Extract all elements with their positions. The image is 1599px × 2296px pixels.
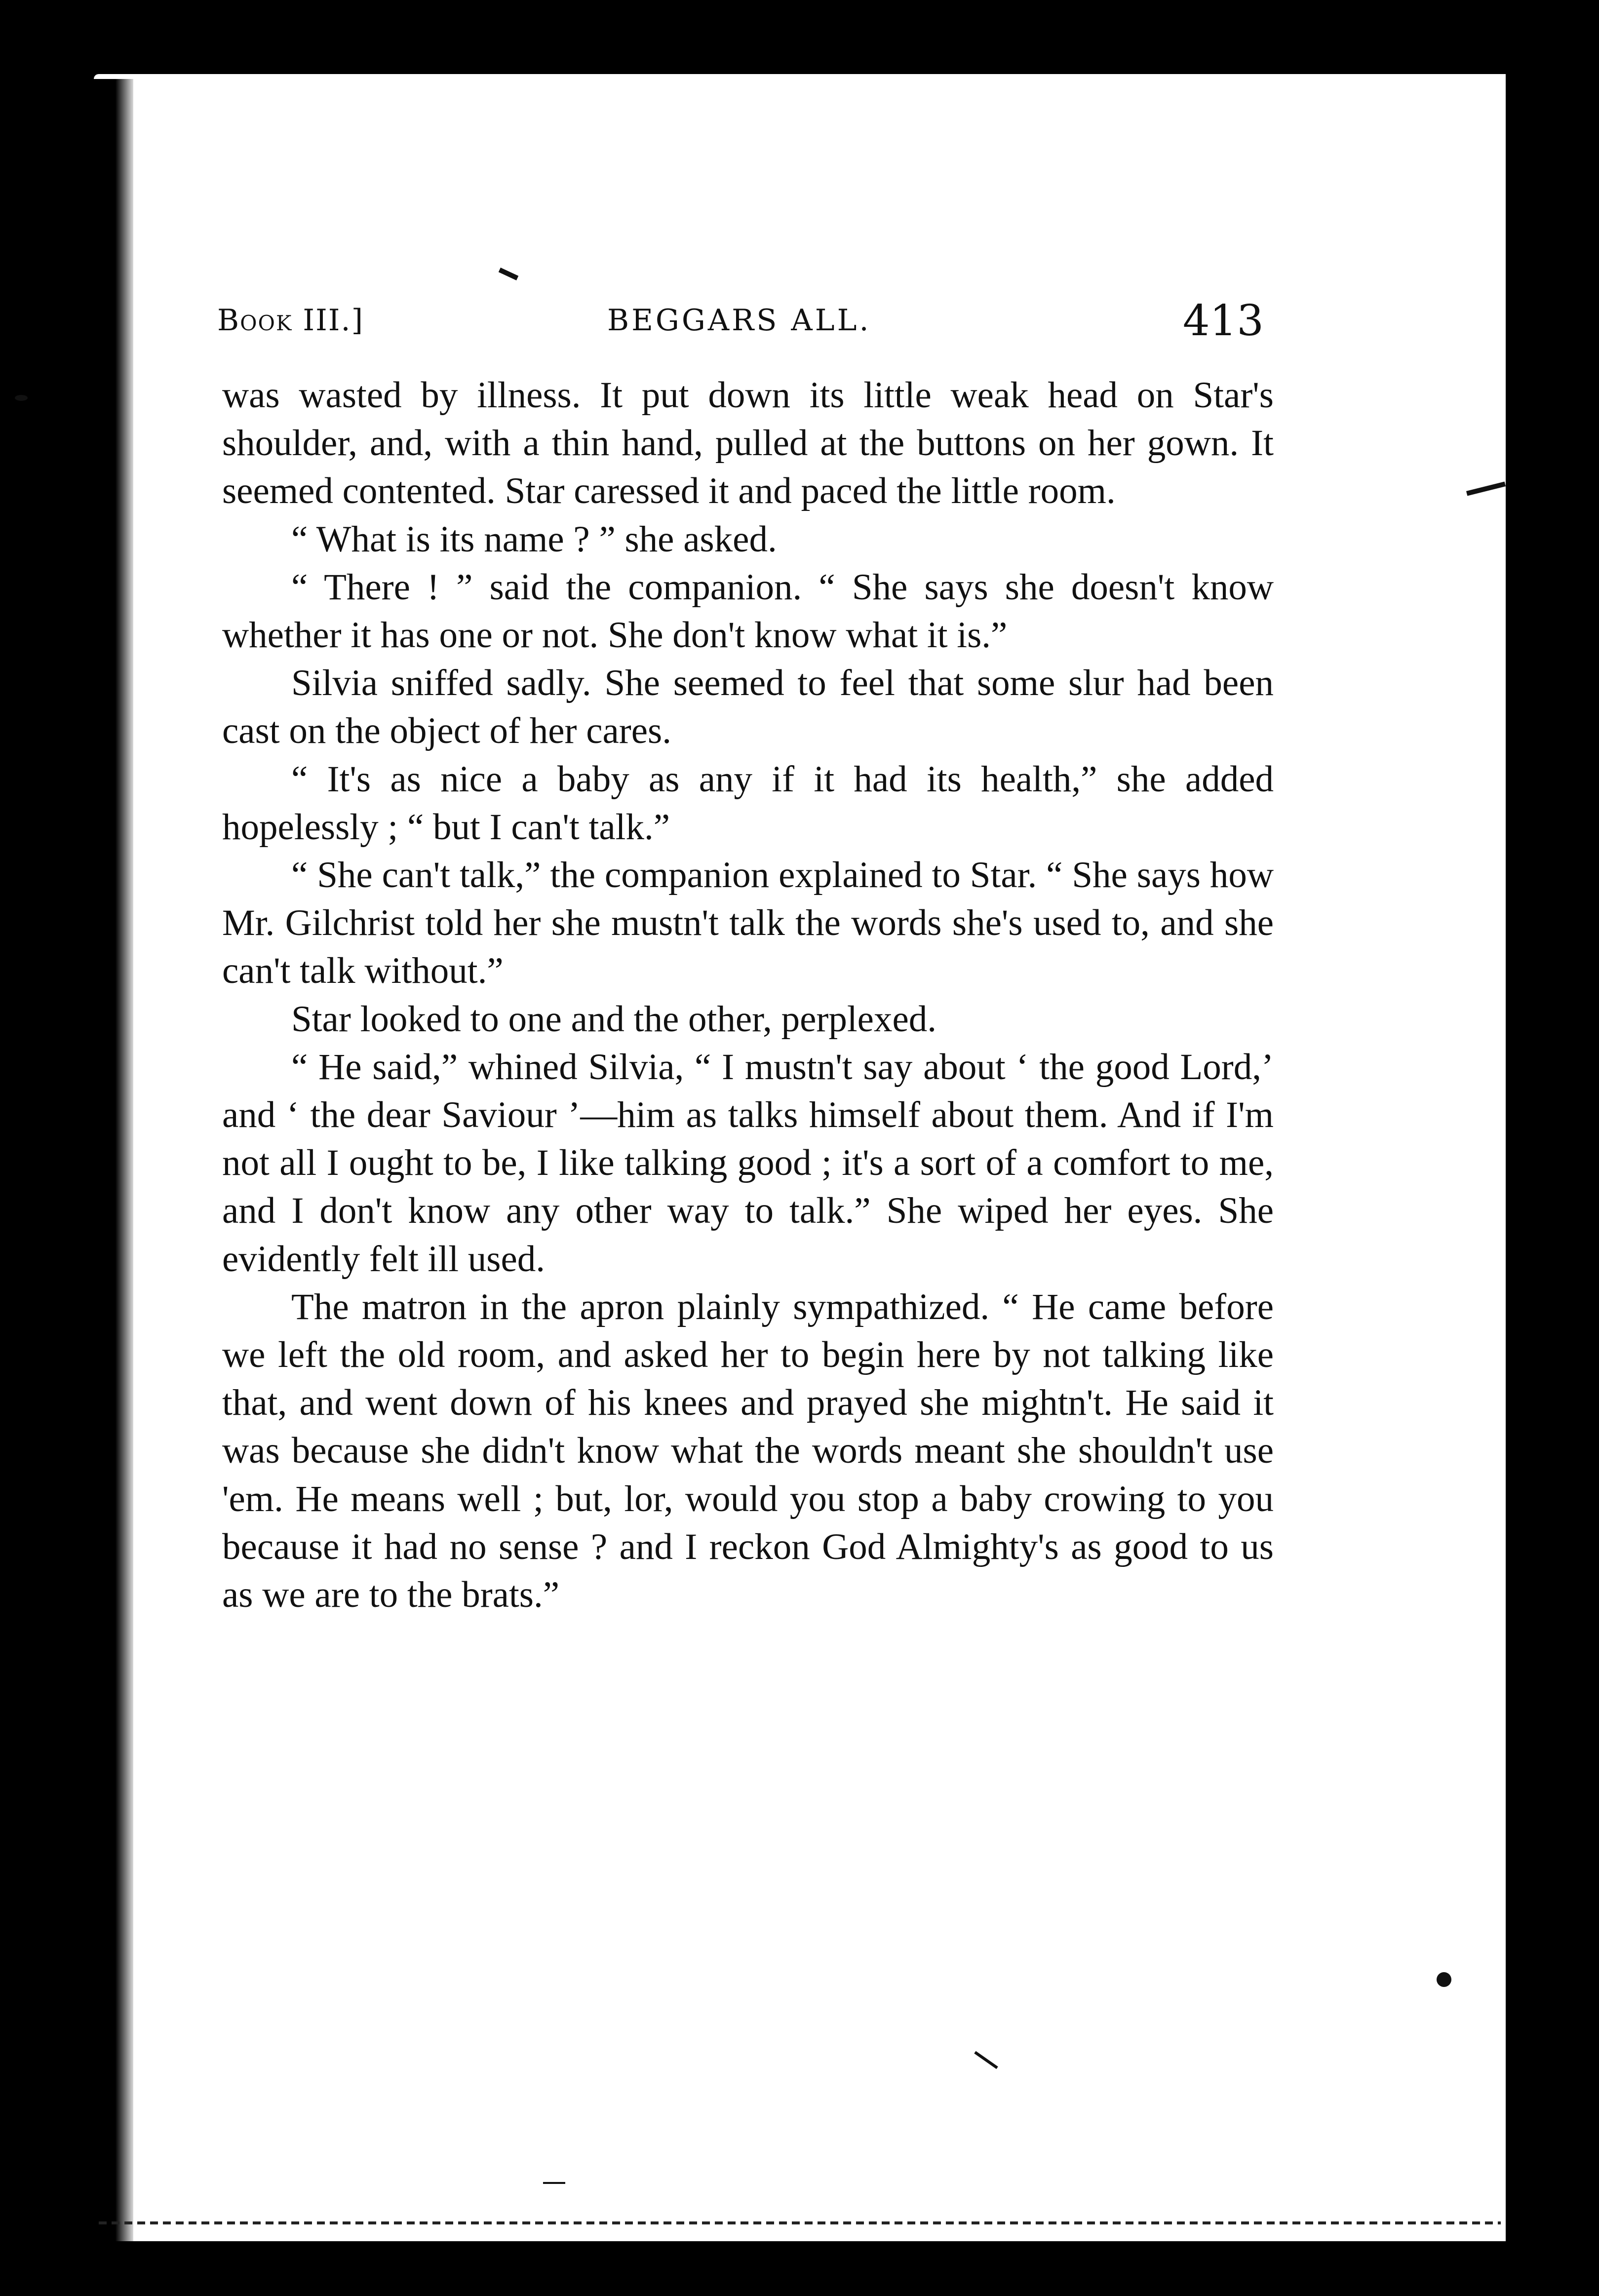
page-number: 413: [1182, 296, 1264, 346]
page-bottom-edge: [99, 2221, 1501, 2224]
paragraph: “ What is its name ? ” she asked.: [291, 518, 777, 560]
scan-speck: [543, 2182, 565, 2184]
paragraph: Silvia sniffed sadly. She seemed to feel that some slur had been cast on the object of her cares.: [222, 662, 1274, 752]
paragraph: “ It's as nice a baby as any if it had its health,” she added hopelessly ; “ but I can't talk.”: [222, 758, 1274, 848]
paragraph: was wasted by illness. It put down its little weak head on Star's shoulder, and, with a thin hand, pulled at the buttons on her gown. It seemed contented. Star caressed it and paced the little room.: [222, 375, 1274, 512]
paragraph: The matron in the apron plainly sympathized. “ He came before we left the old room, and asked her to begin here by not talking like that, and went down of his knees and prayed she mightn't. He said it was because she didn't know what the words meant she shouldn't use 'em. He means well ; but, lor, would you stop a baby crowing to you because it had no sense ? and I reckon God Almighty's as good to us as we are to the brats.”: [222, 1286, 1274, 1616]
scan-speck: [15, 395, 28, 401]
paragraph: “ She can't talk,” the companion explained to Star. “ She says how Mr. Gilchrist told her she mustn't talk the words she's used to, and she can't talk without.”: [222, 855, 1274, 992]
running-header: [217, 296, 1264, 346]
paragraph: “ There ! ” said the companion. “ She says she doesn't know whether it has one or not. She don't know what it is.”: [222, 566, 1274, 656]
body-text: [222, 371, 1274, 1619]
running-title: BEGGARS ALL.: [607, 303, 871, 338]
paragraph: “ He said,” whined Silvia, “ I mustn't say about ‘ the good Lord,’ and ‘ the dear Saviour ’—him as talks himself about them. And if I'm not all I ought to be, I like talking good ; it's a sort of a comfort to me, and I don't know any other way to talk.” She wiped her eyes. She evidently felt ill used.: [222, 1046, 1274, 1280]
scan-speck: [1437, 1972, 1451, 1987]
page-spine-shadow: [94, 79, 133, 2241]
book-section-label: Book III.]: [217, 303, 364, 338]
paragraph: Star looked to one and the other, perplexed.: [291, 998, 937, 1040]
